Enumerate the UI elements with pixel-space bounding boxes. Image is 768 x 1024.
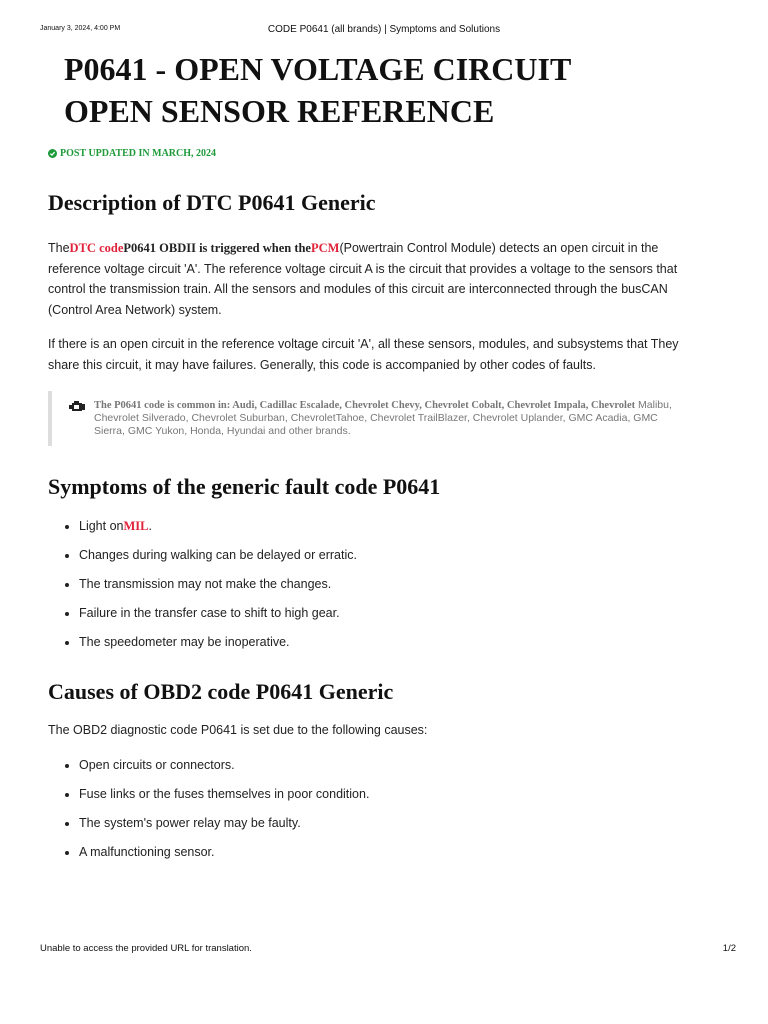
print-header — [40, 24, 728, 38]
description-bold-text: P0641 OBDII is triggered when the — [123, 241, 311, 255]
list-item: • The speedometer may be inoperative. — [79, 632, 688, 661]
engine-icon — [68, 399, 86, 438]
article-title — [64, 48, 704, 132]
list-item: • A malfunctioning sensor. — [79, 842, 688, 871]
description-text-pre: The — [48, 241, 70, 255]
brands-callout-lead: The P0641 code is common in: Audi, Cadillac Escalade, Chevrolet Chevy, Chevrolet Cobalt, Chevrolet Impala, Chevrolet — [94, 400, 636, 411]
list-item: • Open circuits or connectors. — [79, 755, 688, 784]
print-page-title: CODE P0641 (all brands) | Symptoms and Solutions — [267, 24, 501, 35]
list-item: • Failure in the transfer case to shift to high gear. — [79, 603, 688, 632]
description-paragraph-1 — [48, 238, 688, 320]
description-paragraph-2: If there is an open circuit in the reference voltage circuit 'A', all these sensors, modules, and subsystems that They share this circuit, it may have failures. Generally, this code is accompanied by other codes of faults. — [48, 337, 679, 372]
print-date: January 3, 2024, 4:00 PM — [40, 25, 121, 32]
post-updated-text: POST UPDATED IN MARCH, 2024 — [60, 148, 217, 159]
list-item: • The transmission may not make the changes. — [79, 574, 688, 603]
check-circle-icon — [48, 149, 57, 158]
brands-callout-text — [94, 399, 688, 438]
description-text-rest: (Powertrain Control Module) detects an open circuit in the reference voltage circuit 'A'. The reference voltage circuit A is the circuit that provides a voltage to the sensors that control the transmission train. All the sensors and modules of this circuit are interconnected through the busCAN (Control Area Network) system. — [48, 241, 678, 317]
article-body — [48, 190, 688, 871]
mil-link[interactable]: MIL — [123, 519, 149, 533]
list-item: • Changes during walking can be delayed or erratic. — [79, 545, 688, 574]
symptoms-heading: Symptoms of the generic fault code P0641 — [48, 474, 441, 499]
causes-intro: The OBD2 diagnostic code P0641 is set due to the following causes: — [48, 723, 428, 737]
list-item: • The system's power relay may be faulty. — [79, 813, 688, 842]
post-updated-badge — [48, 148, 216, 159]
brands-callout — [48, 391, 688, 446]
causes-list — [48, 755, 688, 871]
causes-heading: Causes of OBD2 code P0641 Generic — [48, 679, 394, 704]
page-number: 1/2 — [722, 943, 736, 954]
footer-note: Unable to access the provided URL for translation. — [40, 943, 252, 954]
dtc-code-link[interactable]: DTC code — [69, 241, 124, 255]
pcm-link[interactable]: PCM — [311, 241, 340, 255]
mil-text-pre: Light on — [79, 519, 124, 533]
symptoms-list — [48, 516, 688, 661]
list-item: • Fuse links or the fuses themselves in poor condition. — [79, 784, 688, 813]
article-title-line1: P0641 - OPEN VOLTAGE CIRCUIT — [64, 51, 572, 87]
list-item — [79, 516, 688, 545]
description-heading: Description of DTC P0641 Generic — [48, 190, 376, 215]
mil-text-post: . — [148, 519, 152, 533]
article-title-line2: OPEN SENSOR REFERENCE — [64, 93, 495, 129]
brands-callout-rest: Malibu, Chevrolet Silverado, Chevrolet Suburban, ChevroletTahoe, Chevrolet TrailBlazer, Chevrolet Uplander, GMC Acadia, GMC Sierra, GMC Yukon, Honda, Hyundai and other brands. — [94, 399, 672, 437]
